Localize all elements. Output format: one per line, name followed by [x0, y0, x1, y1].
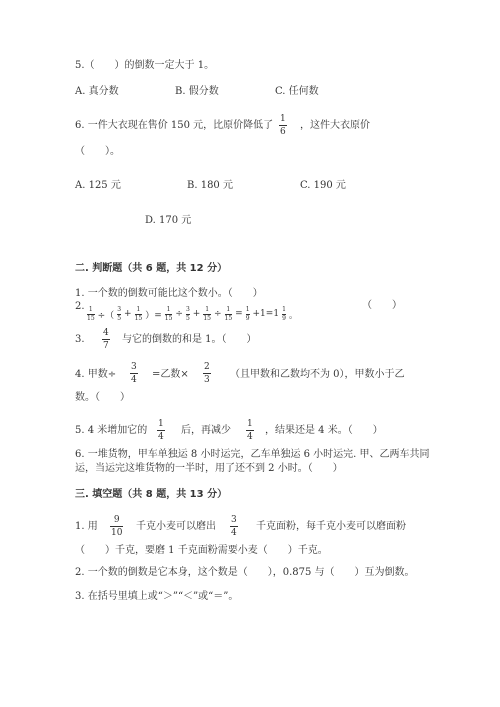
q2-operator: +	[124, 309, 132, 319]
fraction-numerator: 1	[136, 306, 141, 313]
q2-operator: +	[192, 309, 201, 319]
q2-operator: ÷	[175, 309, 183, 319]
fraction-bar	[203, 373, 211, 374]
judge-q5-fraction-2	[246, 419, 254, 442]
fill-q1-fraction-1	[110, 515, 123, 538]
fraction-denominator: 6	[280, 127, 286, 137]
fraction-numerator: 3	[231, 515, 237, 525]
q5-option-b: B. 假分数	[175, 86, 219, 97]
judge-q4-part-b: =乙数×	[152, 369, 189, 380]
fraction-denominator: 15	[134, 315, 143, 322]
fraction-bar	[157, 430, 165, 431]
fraction-numerator: 1	[158, 419, 164, 429]
q2-small-fraction	[186, 306, 190, 322]
fraction-numerator: 1	[247, 419, 253, 429]
fraction-denominator: 3	[204, 375, 210, 385]
judge-q4-part-a: 4. 甲数÷	[75, 369, 117, 380]
fraction-denominator: 4	[231, 528, 237, 538]
q2-operator: =	[235, 309, 243, 319]
q2-operator: ÷	[213, 309, 222, 319]
judge-q2-answer-blank: （ ）	[362, 300, 402, 311]
q6-option-c: C. 190 元	[300, 180, 346, 191]
judge-q1: 1. 一个数的倒数可能比这个数小。（ ）	[75, 288, 263, 299]
judge-q4-part-d: 数。（ ）	[75, 392, 130, 403]
fraction-numerator: 1	[88, 306, 93, 313]
judge-q3-text: 与它的倒数的和是 1。（ ）	[122, 334, 257, 345]
fraction-denominator: 15	[164, 315, 173, 322]
q2-small-fraction	[282, 306, 286, 322]
q6-option-d: D. 170 元	[145, 215, 192, 226]
question-6-blank: （ ）。	[75, 146, 120, 157]
q2-small-fraction	[135, 306, 143, 322]
q2-small-fraction	[165, 306, 173, 322]
question-5-stem: 5.（ ）的倒数一定大于 1。	[75, 60, 215, 71]
judge-q5-part-c: ，结果还是 4 米。（ ）	[265, 425, 383, 436]
fraction-numerator: 1	[226, 306, 231, 313]
fraction-bar	[130, 373, 138, 374]
judge-q5-part-a: 5. 4 米增加它的	[75, 425, 148, 436]
q2-operator: ÷（	[97, 310, 115, 321]
fraction-denominator: 10	[111, 528, 123, 538]
q6-option-b: B. 180 元	[187, 180, 233, 191]
fraction-denominator: 4	[158, 432, 164, 442]
q5-option-a: A. 真分数	[75, 86, 119, 97]
fill-q1-part-d: （ ）千克，要磨 1 千克面粉需要小麦（ ）千克。	[75, 545, 328, 556]
judge-q3-label: 3.	[75, 334, 85, 345]
fraction-denominator: 9	[245, 315, 250, 322]
fill-q3: 3. 在括号里填上或“＞”“＜”或“＝”。	[75, 591, 239, 602]
q5-option-c: C. 任何数	[275, 86, 319, 97]
judge-q5-part-b: 后，再减少	[181, 425, 231, 436]
q2-small-fraction	[117, 306, 121, 322]
fraction-numerator: 1	[166, 306, 171, 313]
question-6-stem-tail: ，这件大衣原价	[300, 120, 370, 131]
q6-option-a: A. 125 元	[75, 180, 121, 191]
fraction-denominator: 5	[117, 315, 122, 322]
judge-q2-label: 2.	[75, 301, 85, 312]
fraction-numerator: 2	[204, 362, 210, 372]
fill-q2: 2. 一个数的倒数是它本身，这个数是（ ），0.875 与（ ）互为倒数。	[75, 567, 415, 578]
fraction-denominator: 9	[282, 315, 286, 322]
fraction-numerator: 9	[113, 515, 120, 525]
q2-operator: ）=	[145, 310, 162, 321]
fraction-denominator: 7	[103, 341, 109, 351]
fraction-bar	[246, 430, 254, 431]
question-6-stem: 6. 一件大衣现在售价 150 元，比原价降低了	[75, 120, 274, 131]
fraction-bar	[110, 526, 123, 527]
q2-small-fraction	[87, 306, 95, 322]
fraction-numerator: 3	[117, 306, 122, 313]
q2-small-fraction	[225, 306, 233, 322]
fraction-bar	[102, 339, 110, 340]
fraction-numerator: 1	[205, 306, 210, 313]
fraction-denominator: 15	[87, 315, 95, 322]
q6-fraction	[279, 114, 287, 137]
fill-q1-part-b: 千克小麦可以磨出	[136, 521, 216, 532]
judge-q4-fraction-1	[130, 362, 138, 385]
fraction-numerator: 1	[280, 114, 286, 124]
fraction-denominator: 4	[131, 375, 137, 385]
fraction-bar	[279, 125, 287, 126]
section-2-title: 二. 判断题（共 6 题，共 12 分）	[75, 263, 228, 274]
judge-q4-fraction-2	[203, 362, 211, 385]
fraction-bar	[230, 526, 238, 527]
judge-q6-line-1: 6. 一堆货物，甲车单独运 8 小时运完，乙车单独运 6 小时运完. 甲、乙两车共同	[75, 449, 430, 460]
fraction-numerator: 3	[131, 362, 137, 372]
fraction-numerator: 1	[245, 306, 250, 313]
q2-operator: +1=1	[252, 309, 280, 319]
fraction-numerator: 3	[185, 306, 190, 313]
judge-q3-fraction	[102, 328, 110, 351]
section-3-title: 三. 填空题（共 8 题，共 13 分）	[75, 489, 228, 500]
fraction-denominator: 5	[185, 315, 190, 322]
judge-q6-line-2: 运，当运完这堆货物的一半时，用了还不到 2 小时。（ ）	[75, 463, 343, 474]
judge-q5-fraction-1	[157, 419, 165, 442]
fraction-denominator: 15	[203, 315, 211, 322]
fill-q1-fraction-2	[230, 515, 238, 538]
fraction-denominator: 15	[224, 315, 233, 322]
judge-q4-part-c: （且甲数和乙数均不为 0），甲数小于乙	[230, 369, 405, 380]
fill-q1-part-c: 千克面粉，每千克小麦可以磨面粉	[256, 521, 406, 532]
fraction-numerator: 4	[103, 328, 109, 338]
fraction-numerator: 1	[282, 306, 286, 313]
fraction-denominator: 4	[247, 432, 253, 442]
q2-small-fraction	[246, 306, 250, 322]
q2-operator: 。	[288, 310, 298, 321]
q2-small-fraction	[203, 306, 211, 322]
fill-q1-part-a: 1. 用	[75, 521, 98, 532]
